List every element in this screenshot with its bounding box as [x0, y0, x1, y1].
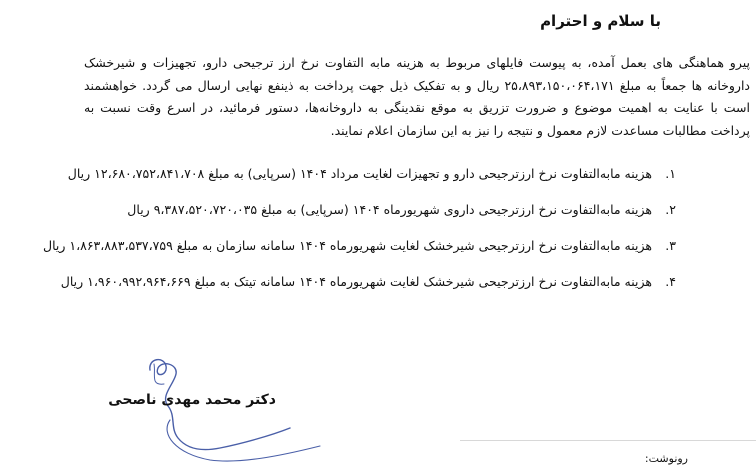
signature-icon	[120, 350, 340, 470]
item-text: هزینه مابه‌التفاوت نرخ ارزترجیحی دارو و تجهیزات لغایت مرداد ۱۴۰۴ (سرپایی) به مبلغ ۱۲،۶۸۰،۷۵۲،۸۴۱،۷۰۸ ریال	[67, 166, 652, 181]
item-text: هزینه مابه‌التفاوت نرخ ارزترجیحی شیرخشک لغایت شهریورماه ۱۴۰۴ سامانه تیتک به مبلغ ۱،۹۶۰،۹۹۲،۹۶۴،۶۶۹ ریال	[60, 274, 652, 289]
list-item	[42, 235, 676, 257]
list-item	[56, 163, 676, 185]
letter-body: پیرو هماهنگی های بعمل آمده، به پیوست فایلهای مربوط به هزینه مابه التفاوت نرخ ارز ترجیحی دارو، تجهیزات و شیرخشک داروخانه ها جمعاً به مبلغ ۲۵،۸۹۳،۱۵۰،۰۶۴،۱۷۱ ریال و به تفکیک ذیل جهت پرداخت به ذینفع نهایی ارسال می گردد. خواهشمند است با عنایت به اهمیت موضوع و ضرورت تزریق به موقع نقدینگی به داروخانه‌ها، دستور فرمائید، در اسرع وقت نسبت به پرداخت مطالبات مساعدت لازم معمول و نتیجه را نیز به این سازمان اعلام نمایند.	[84, 55, 750, 138]
signer-name: دکتر محمد مهدی ناصحی	[108, 392, 276, 408]
list-item	[56, 199, 676, 221]
cc-label: رونوشت:	[644, 452, 688, 465]
item-text: هزینه مابه‌التفاوت نرخ ارزترجیحی داروی شهریورماه ۱۴۰۴ (سرپایی) به مبلغ ۹،۳۸۷،۵۲۰،۷۲۰،۰۳۵ ریال	[127, 202, 652, 217]
item-number: ۱.	[665, 166, 676, 181]
payment-items-list	[42, 163, 676, 293]
item-number: ۲.	[665, 202, 676, 217]
divider	[460, 440, 756, 441]
item-number: ۳.	[665, 238, 676, 253]
item-text: هزینه مابه‌التفاوت نرخ ارزترجیحی شیرخشک لغایت شهریورماه ۱۴۰۴ سامانه سازمان به مبلغ ۱،۸۶۳،۸۸۳،۵۳۷،۷۵۹ ریال	[42, 238, 652, 253]
item-number: ۴.	[665, 274, 676, 289]
greeting: با سلام و احترام	[540, 12, 661, 30]
list-item	[56, 271, 676, 293]
